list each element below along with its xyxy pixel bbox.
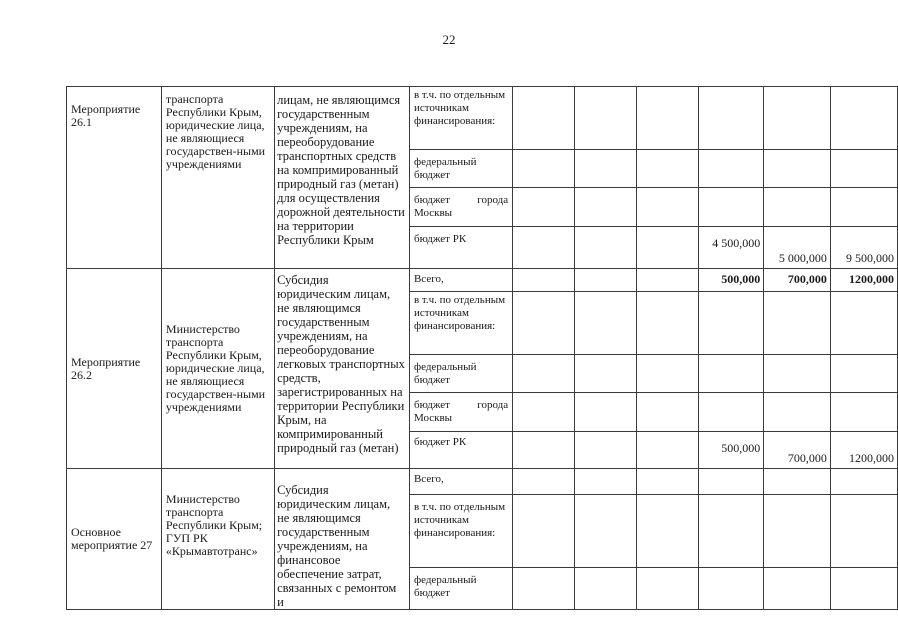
source-moscow-26-1: бюджет города Москвы: [409, 188, 512, 227]
executor-cell-26-1: транспорта Республики Крым, юридические лица, не являющиеся государствен-ными учреждениями: [161, 87, 274, 269]
description-cell-26-2: Субсидия юридическим лицам, не являющимся государственным учреждениям, на переоборудование легковых транспортных средств, зарегистрированных на территории Республики Крым, на компримированный природный газ (метан): [275, 269, 410, 469]
source-rk-26-2: бюджет РК: [409, 432, 512, 469]
source-federal-27: федеральный бюджет: [409, 568, 512, 610]
total-value-26-2-c: 1200,000: [830, 269, 897, 292]
event-cell-26-2: Мероприятие 26.2: [67, 269, 162, 469]
executor-cell-27: Министерство транспорта Республики Крым; ГУП РК «Крымавтотранс»: [161, 469, 274, 610]
source-incl-26-2: в т.ч. по отдельным источникам финансирования:: [409, 292, 512, 355]
budget-table: [66, 86, 898, 610]
source-total-27: Всего,: [409, 469, 512, 495]
source-incl-26-1: в т.ч. по отдельным источникам финансирования:: [409, 87, 512, 150]
rk-value-26-2-c: 1200,000: [830, 432, 897, 469]
total-value-26-2-b: 700,000: [764, 269, 831, 292]
rk-value-26-1-c: 9 500,000: [830, 227, 897, 269]
description-cell-26-1: лицам, не являющимся государственным учреждениям, на переоборудование транспортных средств на компримированный природный газ (метан) для осуществления дорожной деятельности на территории Республики Крым: [275, 87, 410, 269]
page-number: 22: [442, 32, 456, 47]
source-federal-26-2: федеральный бюджет: [409, 355, 512, 393]
event-cell-26-1: Мероприятие 26.1: [67, 87, 162, 269]
rk-value-26-2-b: 700,000: [764, 432, 831, 469]
executor-cell-26-2: Министерство транспорта Республики Крым, юридические лица, не являющиеся государствен-ными учреждениями: [161, 269, 274, 469]
source-rk-26-1: бюджет РК: [409, 227, 512, 269]
rk-value-26-1-a: 4 500,000: [699, 227, 764, 269]
source-federal-26-1: федеральный бюджет: [409, 150, 512, 188]
event-cell-27: Основное мероприятие 27: [67, 469, 162, 610]
rk-value-26-1-b: 5 000,000: [764, 227, 831, 269]
source-incl-27: в т.ч. по отдельным источникам финансирования:: [409, 495, 512, 568]
description-cell-27: Субсидия юридическим лицам, не являющимся государственным учреждениям, на финансовое обеспечение затрат, связанных с ремонтом и: [275, 469, 410, 610]
source-moscow-26-2: бюджет города Москвы: [409, 393, 512, 432]
source-total-26-2: Всего,: [409, 269, 512, 292]
rk-value-26-2-a: 500,000: [699, 432, 764, 469]
total-value-26-2-a: 500,000: [699, 269, 764, 292]
